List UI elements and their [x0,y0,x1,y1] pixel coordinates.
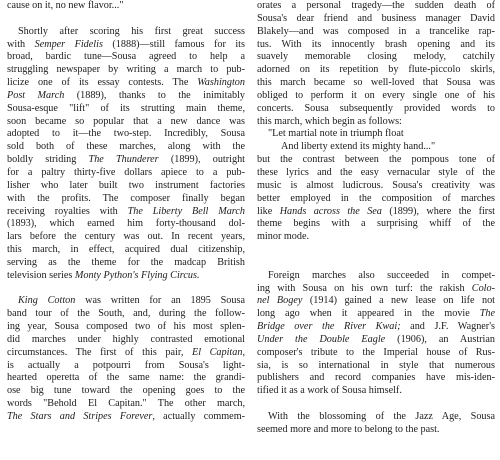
text-line: (1893), which earned him forty-thousand dol- [7,218,245,230]
text-line: cause on it, no new flavor..." [7,0,124,11]
text-line: theme begins with a surprising whiff of the [257,218,495,230]
text-line: broad, bardic tune—Sousa agreed to help a [7,51,245,63]
text-line: sold both of these marches, along with the [7,141,245,153]
paragraph-gap [7,283,245,296]
text-line: did marches under highly contrasted emotional [7,333,245,345]
text-line: And liberty extend its mighty hand..." [281,141,436,153]
text-line: for a paltry thirty-five dollars apiece to a pub- [7,166,245,178]
text-line: obliged to perform it on every single one of his [257,89,495,101]
text-line: Blakely—and was composed in a trancelike rap- [257,25,495,37]
text-line: Sousa-esque "lift" of its strutting main theme, [7,102,245,114]
text-line: adorned on its repetition by flute-piccolo skirls, [257,64,495,76]
paragraph-gap [257,257,495,270]
text-line: lisher who later built two instrument factories [7,179,245,191]
paragraph-gap [7,13,245,26]
text-line: seemed more and more to belong to the past. [257,423,440,435]
text-line: music is almost ludicrous. Sousa's creativity was [257,179,495,191]
text-line: publishers and record companies have mis-iden- [257,372,495,384]
text-line: Post March (1889), thanks to the inimitably [7,89,245,101]
text-line: composer's tribute to the Imperial house of Rus- [257,346,495,358]
text-line: struggling newspaper by writing a march to pub- [7,64,245,76]
text-line: is actually a potpourri from Sousa's light- [7,359,245,371]
text-line: licize one of its essay contests. The Washington [7,77,245,89]
text-line: Bridge over the River Kwai; and J.F. Wagner's [257,321,495,333]
text-line: minor mode. [257,231,310,243]
text-line: television series Monty Python's Flying Circus. [7,269,200,281]
text-line: better employed in the composition of marches [257,192,495,204]
text-line: like Hands across the Sea (1899), where the first [257,205,495,217]
text-line: Foreign marches also succeeded in compet- [268,269,495,281]
text-line: "Let martial note in triumph float [268,128,404,140]
text-line: with the profits. The composer finally began [7,192,245,204]
text-line: Shortly after scoring his first great success [18,25,245,37]
text-line: long ago when it appeared in the movie The [257,308,495,320]
text-line: band tour of the South, and, during the follow- [7,308,245,320]
text-line: Under the Double Eagle (1906), an Austrian [257,333,495,345]
text-line: but the contrast between the pompous tone of [257,154,495,166]
text-line: hearted operetta of the same name: the grandi- [7,372,245,384]
text-line: serving as the theme for the madcap British [7,256,245,268]
text-line: nel Bogey (1914) gained a new lease on life not [257,295,495,307]
text-line: concerts. Sousa subsequently provided words to [257,102,495,114]
text-line: tus. With its innocently brash opening and its [257,38,495,50]
text-line: King Cotton was written for an 1895 Sousa [18,295,245,307]
text-line: Sousa's dear friend and business manager David [257,12,495,24]
text-line: ing with Sousa on his own turf: the rakish Colo- [257,282,495,294]
text-line: ing year, Sousa composed two of his most splen- [7,321,245,333]
text-line: ose big tune toward the opening goes to the [7,385,245,397]
text-line: this march, which begin as follows: [257,115,402,127]
text-line: boldly striding The Thunderer (1899), outright [7,154,245,166]
text-line: tified it as a work of Sousa himself. [257,385,402,397]
paragraph-gap [257,398,495,411]
text-line: The Stars and Stripes Forever, actually commem- [7,411,245,422]
left-text-column [7,0,245,424]
text-line: this march, in effect, acquired dual citizenship, [7,244,245,256]
text-line: orates a personal tragedy—the sudden death of [257,0,495,11]
right-text-column [257,0,495,437]
paragraph-gap [257,244,495,257]
text-line: sia, is so international in style that numerous [257,359,495,371]
text-line: With the blossoming of the Jazz Age, Sousa [268,411,495,422]
text-line: lars before the century was out. In recent years, [7,231,245,243]
text-line: suavely memorable closing melody, catchily [257,51,495,63]
text-line: with Semper Fidelis (1888)—still famous for its [7,38,245,50]
text-line: this march became so well-loved that Sousa was [257,77,495,89]
text-line: circumstances. The first of this pair, El Capitan, [7,346,245,358]
text-line: receiving royalties with The Liberty Bell March [7,205,245,217]
text-line: these lyrics and the easy vernacular style of the [257,166,495,178]
text-line: soon became so popular that a new dance was [7,115,245,127]
text-line: adopted to it—the two-step. Incredibly, Sousa [7,128,245,140]
text-line: words "Behold El Capitan." The other march, [7,398,245,410]
